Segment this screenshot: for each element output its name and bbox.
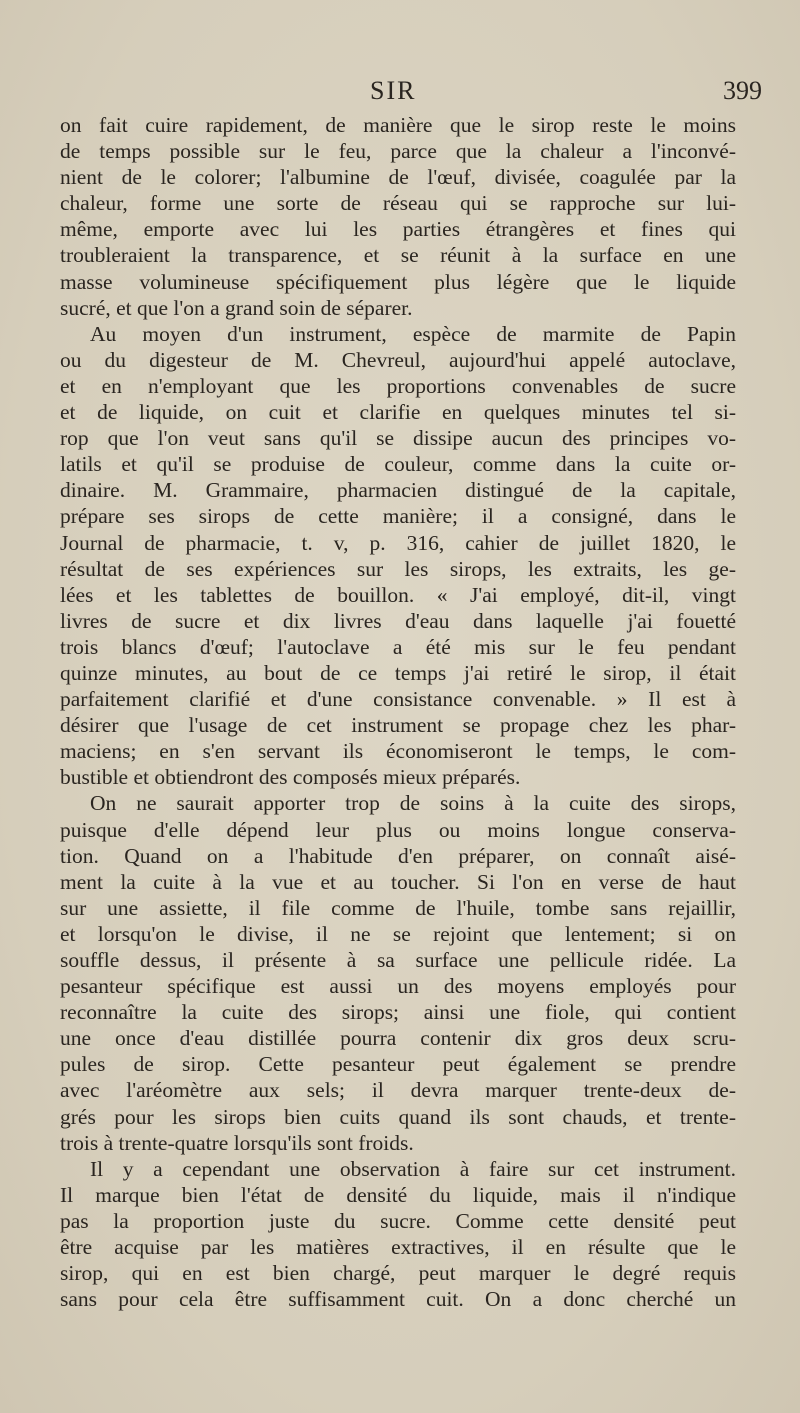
text-line: masse volumineuse spécifiquement plus légère que le liquide	[60, 269, 736, 294]
text-line: on fait cuire rapidement, de manière que le sirop reste le moins	[60, 113, 736, 137]
text-line: latils et qu'il se produise de couleur, comme dans la cuite or-	[60, 452, 736, 477]
text-line: prépare ses sirops de cette manière; il a consigné, dans le	[60, 504, 736, 529]
page-number: 399	[723, 76, 762, 105]
text-line: trois à trente-quatre lorsqu'ils sont froids.	[60, 1130, 414, 1155]
text-line: sans pour cela être suffisamment cuit. On a donc cherché un	[60, 1287, 736, 1312]
text-line: maciens; en s'en servant ils économiseront le temps, le com-	[60, 739, 736, 764]
text-line: troubleraient la transparence, et se réunit à la surface en une	[60, 243, 736, 268]
text-line: Il y a cependant une observation à faire sur cet instrument.	[90, 1156, 736, 1181]
body-text	[60, 112, 736, 1312]
text-line: Journal de pharmacie, t. v, p. 316, cahier de juillet 1820, le	[60, 530, 736, 555]
text-line: pules de sirop. Cette pesanteur peut également se prendre	[60, 1052, 736, 1077]
text-line: et en n'employant que les proportions convenables de sucre	[60, 373, 736, 398]
text-line: chaleur, forme une sorte de réseau qui se rapproche sur lui-	[60, 191, 736, 216]
text-line: bustible et obtiendront des composés mieux préparés.	[60, 765, 521, 790]
text-line: pas la proportion juste du sucre. Comme cette densité peut	[60, 1208, 736, 1233]
text-line: ment la cuite à la vue et au toucher. Si l'on en verse de haut	[60, 869, 736, 894]
text-line: et de liquide, on cuit et clarifie en quelques minutes tel si-	[60, 400, 736, 425]
text-line: tion. Quand on a l'habitude d'en préparer, on connaît aisé-	[60, 843, 736, 868]
text-line: dinaire. M. Grammaire, pharmacien distingué de la capitale,	[60, 478, 736, 503]
text-line: sucré, et que l'on a grand soin de séparer.	[60, 295, 413, 320]
text-line: livres de sucre et dix livres d'eau dans laquelle j'ai fouetté	[60, 608, 736, 633]
text-line: et lorsqu'on le divise, il ne se rejoint que lentement; si on	[60, 921, 736, 946]
text-line: même, emporte avec lui les parties étrangères et fines qui	[60, 217, 736, 242]
text-line: sirop, qui en est bien chargé, peut marquer le degré requis	[60, 1261, 736, 1286]
text-line: Au moyen d'un instrument, espèce de marmite de Papin	[90, 321, 736, 346]
text-line: grés pour les sirops bien cuits quand ils sont chauds, et trente-	[60, 1104, 736, 1129]
text-line: une once d'eau distillée pourra contenir dix gros deux scru-	[60, 1026, 736, 1051]
text-line: de temps possible sur le feu, parce que la chaleur a l'inconvé-	[60, 139, 736, 164]
text-line: trois blancs d'œuf; l'autoclave a été mis sur le feu pendant	[60, 634, 736, 659]
running-head	[60, 76, 762, 110]
text-line: quinze minutes, au bout de ce temps j'ai retiré le sirop, il était	[60, 660, 736, 685]
text-line: On ne saurait apporter trop de soins à la cuite des sirops,	[90, 791, 736, 816]
text-line: puisque d'elle dépend leur plus ou moins longue conserva-	[60, 817, 736, 842]
text-line: nient de le colorer; l'albumine de l'œuf, divisée, coagulée par la	[60, 165, 736, 190]
text-line: être acquise par les matières extractives, il en résulte que le	[60, 1235, 736, 1260]
text-line: parfaitement clarifié et d'une consistance convenable. » Il est à	[60, 687, 736, 712]
text-line: souffle dessus, il présente à sa surface une pellicule ridée. La	[60, 948, 736, 972]
text-line: sur une assiette, il file comme de l'huile, tombe sans rejaillir,	[60, 895, 736, 920]
text-line: rop que l'on veut sans qu'il se dissipe aucun des principes vo-	[60, 426, 736, 451]
text-line: ou du digesteur de M. Chevreul, aujourd'hui appelé autoclave,	[60, 347, 736, 372]
text-line: résultat de ses expériences sur les sirops, les extraits, les ge-	[60, 556, 736, 581]
running-title: SIR	[370, 76, 417, 105]
text-line: Il marque bien l'état de densité du liquide, mais il n'indique	[60, 1182, 736, 1207]
text-line: avec l'aréomètre aux sels; il devra marquer trente-deux de-	[60, 1078, 736, 1103]
text-line: pesanteur spécifique est aussi un des moyens employés pour	[60, 974, 736, 999]
text-line: désirer que l'usage de cet instrument se propage chez les phar-	[60, 713, 736, 738]
text-line: lées et les tablettes de bouillon. « J'ai employé, dit-il, vingt	[60, 582, 736, 607]
text-line: reconnaître la cuite des sirops; ainsi une fiole, qui contient	[60, 1000, 736, 1025]
